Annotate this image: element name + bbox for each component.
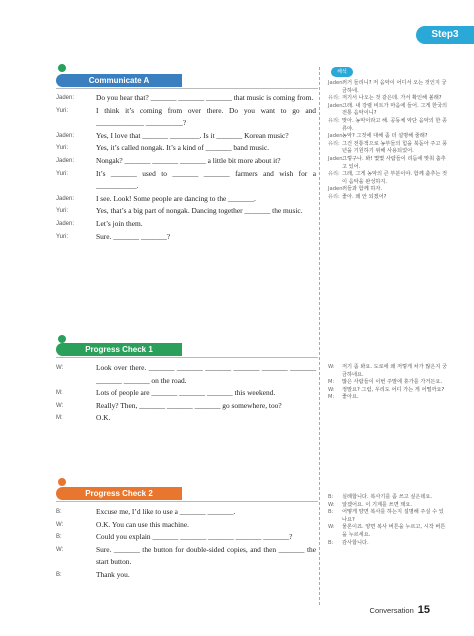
dialogue-line xyxy=(56,105,316,130)
speaker-label: B: xyxy=(328,539,334,546)
dialogue-line xyxy=(56,400,316,413)
speaker-label: M: xyxy=(56,390,63,397)
line-text: Thank you. xyxy=(96,569,130,579)
dialogue-communicate-a xyxy=(56,92,316,243)
page-number: 15 xyxy=(417,604,430,616)
dialogue-line xyxy=(56,130,316,143)
speaker-label: B: xyxy=(56,571,62,578)
speaker-label: Jaden: xyxy=(328,102,345,109)
page-footer xyxy=(370,604,430,616)
section-title-progress-check-2: Progress Check 2 xyxy=(56,487,182,500)
dialogue-line xyxy=(56,231,316,244)
dialogue-line xyxy=(56,362,316,387)
dialogue-line xyxy=(56,569,316,582)
translation-line xyxy=(328,118,448,133)
speaker-label: W: xyxy=(56,546,64,553)
section-title-progress-check-1: Progress Check 1 xyxy=(56,343,182,356)
translation-line xyxy=(328,194,448,202)
pin-icon xyxy=(58,478,66,486)
translation-progress-check-2 xyxy=(328,494,448,547)
line-text: 저거 들리니? 저 음악이 어디서 오는 것인지 궁금하네. xyxy=(342,80,447,94)
translation-line xyxy=(328,394,448,402)
dialogue-line xyxy=(56,155,316,168)
column-divider xyxy=(319,67,320,605)
dialogue-line xyxy=(56,531,316,544)
dialogue-line xyxy=(56,387,316,400)
dialogue-line xyxy=(56,412,316,425)
line-text: 물론이죠. 양면 복사 버튼을 누르고, 시작 버튼을 누르세요. xyxy=(342,524,446,538)
translation-line xyxy=(328,186,448,194)
speaker-label: Jaden: xyxy=(56,220,75,227)
translation-communicate-a xyxy=(328,80,448,202)
translation-line xyxy=(328,509,448,524)
speaker-label: Jaden: xyxy=(56,195,75,202)
dialogue-line xyxy=(56,193,316,206)
speaker-label: 유리: xyxy=(328,171,340,178)
line-text: Lots of people are _______ _______ _______ this weekend. xyxy=(96,388,276,398)
dialogue-line xyxy=(56,544,316,569)
translation-line xyxy=(328,364,448,379)
line-text: Sure. _______ _______? xyxy=(96,231,171,241)
line-text: O.K. xyxy=(96,413,111,423)
line-text: 어떻게 양면 복사를 하는지 설명해 주실 수 있나요? xyxy=(342,509,444,523)
line-text: I see. Look! Some people are dancing to the _______. xyxy=(96,193,256,203)
line-text: It’s _______ used to _______ _______ farmers and wish for a ___________. xyxy=(96,168,316,191)
translation-badge: 해석 xyxy=(331,67,353,77)
line-text: 좋아. 왜 안 되겠어? xyxy=(342,193,387,200)
speaker-label: W: xyxy=(328,386,335,393)
line-text: Do you hear that? _______ _______ _______ that music is coming from. xyxy=(96,93,314,102)
translation-line xyxy=(328,95,448,103)
line-text: Yes, that’s a big part of nongak. Dancing together _______ the music. xyxy=(96,206,303,216)
speaker-label: W: xyxy=(56,402,64,409)
line-text: 그래, 그게 농악의 큰 부분이야. 함께 춤추는 것이 음악을 완성하지. xyxy=(342,171,448,185)
speaker-label: Jaden: xyxy=(328,80,345,86)
translation-line xyxy=(328,494,448,502)
line-text: 정말요? 그럼, 우리도 어디 가는 게 어떨까요? xyxy=(342,386,445,393)
translation-line xyxy=(328,80,448,95)
speaker-label: Jaden: xyxy=(56,132,75,139)
speaker-label: Jaden: xyxy=(56,95,75,101)
pin-icon xyxy=(58,64,66,72)
speaker-label: M: xyxy=(328,394,335,401)
dialogue-line xyxy=(56,168,316,193)
speaker-label: Jaden: xyxy=(328,133,345,140)
speaker-label: Yuri: xyxy=(56,145,69,152)
speaker-label: 유리: xyxy=(328,117,340,124)
speaker-label: Jaden: xyxy=(328,155,345,162)
line-text: Let’s join them. xyxy=(96,218,143,228)
dialogue-line xyxy=(56,92,316,105)
speaker-label: B: xyxy=(328,509,334,516)
speaker-label: 유리: xyxy=(328,95,340,102)
line-text: Yes, it’s called nongak. It’s a kind of _______ band music. xyxy=(96,143,270,153)
line-text: 저기 좀 봐요. 도로에 왜 저렇게 차가 많은지 궁금하네요. xyxy=(342,364,448,378)
translation-line xyxy=(328,540,448,548)
line-text: 좋아요. xyxy=(342,394,359,401)
line-text: 실례합니다. 복사기를 좀 쓰고 싶은데요. xyxy=(342,494,433,500)
speaker-label: W: xyxy=(328,501,335,508)
line-text: 맞아. 농악이라고 해. 공동체 악단 음악의 한 종류야. xyxy=(342,117,448,132)
line-text: 감사합니다. xyxy=(342,539,369,546)
line-text: 농악? 그것에 대해 좀 더 설명해 줄래? xyxy=(342,133,428,140)
speaker-label: 유리: xyxy=(328,140,340,147)
line-text: Nongak? _______ _______ _______ a little bit more about it? xyxy=(96,155,281,165)
line-text: Really? Then, _______ _______ _______ go somewhere, too? xyxy=(96,400,282,410)
translation-line xyxy=(328,524,448,539)
speaker-label: M: xyxy=(56,415,63,422)
line-text: 그렇구나. 봐! 몇몇 사람들이 리듬에 맞춰 춤추고 있어. xyxy=(342,155,446,170)
line-text: Look over there. _______ _______ _______ _______ _______ _______ _______ _______ on the road. xyxy=(96,363,316,385)
dialogue-line xyxy=(56,218,316,231)
speaker-label: Yuri: xyxy=(56,233,69,240)
speaker-label: B: xyxy=(56,509,62,515)
line-text: Yes, I love that _______ ________. Is it _______ Korean music? xyxy=(96,130,289,140)
translation-progress-check-1 xyxy=(328,364,448,402)
speaker-label: B: xyxy=(328,494,334,500)
speaker-label: W: xyxy=(328,364,335,370)
translation-line xyxy=(328,133,448,141)
line-text: 많은 사람들이 이번 주말에 휴가를 가거든요. xyxy=(342,379,443,386)
section-rule xyxy=(56,88,318,89)
line-text: Sure. _______ the button for double-sided copies, and then _______ the start button. xyxy=(96,544,316,567)
line-text: 저들과 함께 하자. xyxy=(342,186,383,193)
speaker-label: B: xyxy=(56,534,62,541)
speaker-label: Jaden: xyxy=(56,157,75,164)
speaker-label: 유리: xyxy=(328,193,340,200)
translation-line xyxy=(328,141,448,156)
section-rule xyxy=(56,357,318,358)
dialogue-line xyxy=(56,142,316,155)
speaker-label: Yuri: xyxy=(56,170,69,177)
line-text: 그건 전통적으로 농부들의 힘을 북돋아 주고 풍년을 기원하기 위해 사용되었어. xyxy=(342,140,448,155)
line-text: 저기서 나오는 것 같은데. 가서 확인해 볼래? xyxy=(342,95,442,102)
line-text: Could you explain _______ _______ _______ _______ _______? xyxy=(96,532,293,542)
translation-line xyxy=(328,156,448,171)
translation-line xyxy=(328,379,448,387)
line-text: I think it’s coming from over there. Do you want to go and _____________ __________? xyxy=(96,105,316,128)
section-rule xyxy=(56,501,318,502)
dialogue-progress-check-1 xyxy=(56,362,316,425)
pin-icon xyxy=(58,335,66,343)
line-text: Excuse me, I’d like to use a _______ _______. xyxy=(96,507,236,516)
dialogue-progress-check-2 xyxy=(56,506,316,582)
section-title-communicate-a: Communicate A xyxy=(56,74,182,87)
speaker-label: W: xyxy=(328,524,335,531)
speaker-label: W: xyxy=(56,365,64,371)
line-text: O.K. You can use this machine. xyxy=(96,519,189,529)
speaker-label: Jaden: xyxy=(328,186,345,193)
page-top-band xyxy=(0,0,474,26)
line-text: 알겠어요. 이 기계를 쓰면 돼요. xyxy=(342,501,413,508)
footer-label: Conversation xyxy=(369,606,414,615)
speaker-label: Yuri: xyxy=(56,208,69,215)
line-text: 그래. 내 강렬 비트가 마음에 들어. 그게 한국의 전통 음악이니? xyxy=(342,102,448,117)
speaker-label: M: xyxy=(328,379,335,386)
step-badge: Step3 xyxy=(416,26,474,44)
dialogue-line xyxy=(56,205,316,218)
translation-line xyxy=(328,171,448,186)
speaker-label: Yuri: xyxy=(56,107,69,114)
dialogue-line xyxy=(56,519,316,532)
dialogue-line xyxy=(56,506,316,519)
translation-line xyxy=(328,103,448,118)
speaker-label: W: xyxy=(56,521,64,528)
